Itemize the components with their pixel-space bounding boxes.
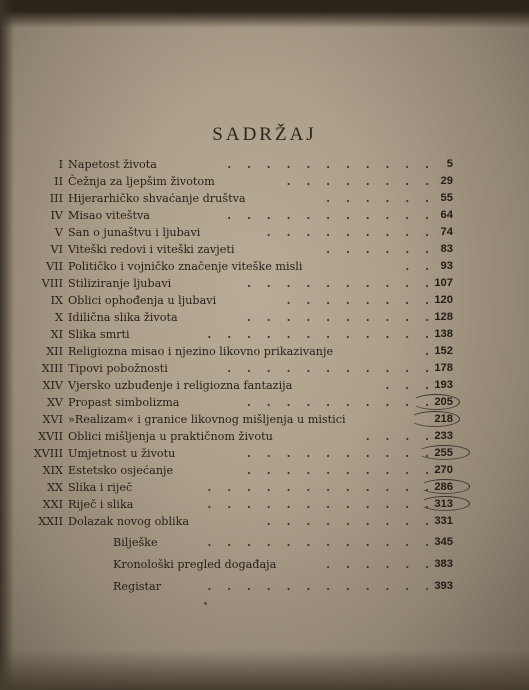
chapter-title: Riječ i slika bbox=[68, 498, 134, 511]
toc-entry-register bbox=[0, 578, 529, 595]
leader-dots: . . . . . . . . . bbox=[266, 514, 435, 528]
page-number: 331 bbox=[434, 515, 453, 527]
chapter-title: Umjetnost u životu bbox=[68, 447, 176, 460]
leader-dots: . . . . . . bbox=[326, 557, 435, 571]
page-number: 5 bbox=[446, 158, 453, 170]
leader-dots: . bbox=[425, 344, 435, 358]
chapter-number: XIV bbox=[42, 379, 63, 392]
chapter-title: Dolazak novog oblika bbox=[68, 515, 190, 528]
toc-entry-3 bbox=[0, 190, 529, 207]
page-number: 29 bbox=[440, 175, 453, 187]
chapter-number: XIX bbox=[42, 464, 63, 477]
chapter-number: X bbox=[55, 311, 63, 324]
chapter-title: Viteški redovi i viteški zavjeti bbox=[68, 243, 235, 256]
chapter-title: Političko i vojničko značenje viteške misli bbox=[68, 260, 303, 273]
pencil-circle-218 bbox=[410, 411, 460, 427]
page-number: 193 bbox=[434, 379, 453, 391]
toc-entry-1 bbox=[0, 156, 529, 173]
toc-entry-13 bbox=[0, 360, 529, 377]
chapter-number: XIII bbox=[41, 362, 63, 375]
page-speck bbox=[204, 602, 207, 605]
page-number: 138 bbox=[434, 328, 453, 340]
leader-dots: . . . . . . . . . . . bbox=[227, 208, 435, 222]
page-number: 393 bbox=[434, 580, 453, 592]
chapter-number: XX bbox=[47, 481, 63, 494]
leader-dots: . . . . . . . . . . . . bbox=[207, 480, 435, 494]
page-number: 55 bbox=[440, 192, 453, 204]
pencil-circle-286 bbox=[420, 479, 470, 494]
toc-entry-22 bbox=[0, 513, 529, 530]
chapter-number: XVIII bbox=[33, 447, 63, 460]
chapter-number: VI bbox=[50, 243, 63, 256]
page-number: 83 bbox=[440, 243, 453, 255]
page-number: 128 bbox=[434, 311, 453, 323]
chapter-title: Misao viteštva bbox=[68, 209, 150, 222]
chapter-title: Registar bbox=[113, 580, 162, 593]
toc-entry-5 bbox=[0, 224, 529, 241]
toc-entry-9 bbox=[0, 292, 529, 309]
page-number: 313 bbox=[434, 498, 453, 510]
page-number: 255 bbox=[434, 447, 453, 459]
page-number: 120 bbox=[434, 294, 453, 306]
toc-entry-chronology bbox=[0, 556, 529, 573]
toc-entry-12 bbox=[0, 343, 529, 360]
toc-entry-17 bbox=[0, 428, 529, 445]
page-number: 345 bbox=[434, 536, 453, 548]
page-number: 270 bbox=[434, 464, 453, 476]
page-number: 218 bbox=[434, 413, 453, 425]
chapter-title: Stiliziranje ljubavi bbox=[68, 277, 172, 290]
chapter-number: IV bbox=[50, 209, 63, 222]
leader-dots: . . . . . . . . . . bbox=[246, 395, 435, 409]
page-number: 286 bbox=[434, 481, 453, 493]
toc-entry-2 bbox=[0, 173, 529, 190]
toc-entry-10 bbox=[0, 309, 529, 326]
page-number: 64 bbox=[440, 209, 453, 221]
page-bottom-shadow bbox=[0, 650, 529, 690]
leader-dots: . . . . . . . . . . . bbox=[227, 157, 435, 171]
chapter-title: Estetsko osjećanje bbox=[68, 464, 174, 477]
leader-dots: . . . . . . . . . . bbox=[246, 463, 435, 477]
chapter-number: V bbox=[54, 226, 63, 239]
toc-entry-11 bbox=[0, 326, 529, 343]
page-number: 152 bbox=[434, 345, 453, 357]
toc-entry-7 bbox=[0, 258, 529, 275]
chapter-title: Tipovi pobožnosti bbox=[68, 362, 168, 375]
chapter-title: Napetost života bbox=[68, 158, 157, 171]
leader-dots: . . . . . . . . . . . . bbox=[207, 535, 435, 549]
chapter-title: Slika i riječ bbox=[68, 481, 133, 494]
toc-entry-4 bbox=[0, 207, 529, 224]
leader-dots: . . . . bbox=[365, 429, 435, 443]
page-number: 93 bbox=[440, 260, 453, 272]
leader-dots: . . . . . . bbox=[326, 191, 435, 205]
leader-dots: . . . bbox=[385, 378, 435, 392]
leader-dots: . . . . . . bbox=[326, 242, 435, 256]
pencil-circle-255 bbox=[418, 445, 470, 460]
chapter-number: XI bbox=[50, 328, 63, 341]
chapter-title: Idilična slika života bbox=[68, 311, 178, 324]
chapter-number: XVI bbox=[42, 413, 63, 426]
leader-dots: . . . . . . . . . . . . bbox=[207, 579, 435, 593]
leader-dots: . . . . . . . . . . . . bbox=[207, 327, 435, 341]
pencil-circle-205 bbox=[412, 394, 460, 410]
page-top-shadow bbox=[0, 0, 529, 28]
chapter-title: Oblici mišljenja u praktičnom životu bbox=[68, 430, 273, 443]
chapter-number: II bbox=[54, 175, 63, 188]
leader-dots: . . . . . . . . . . . bbox=[227, 361, 435, 375]
leader-dots: . . . . . . . . . . . . bbox=[207, 497, 435, 511]
chapter-number: I bbox=[58, 158, 63, 171]
chapter-title: Bilješke bbox=[113, 536, 158, 549]
chapter-number: III bbox=[49, 192, 63, 205]
leader-dots: . . . . . . . . . bbox=[266, 225, 435, 239]
toc-entry-6 bbox=[0, 241, 529, 258]
page-number: 74 bbox=[440, 226, 453, 238]
chapter-title: Vjersko uzbuđenje i religiozna fantazija bbox=[68, 379, 293, 392]
chapter-number: VII bbox=[46, 260, 63, 273]
chapter-title: »Realizam« i granice likovnog mišljenja u mistici bbox=[68, 413, 346, 426]
page-number: 107 bbox=[434, 277, 453, 289]
leader-dots: . . . . . . . . bbox=[286, 293, 435, 307]
chapter-number: XVII bbox=[38, 430, 63, 443]
chapter-title: San o junaštvu i ljubavi bbox=[68, 226, 201, 239]
toc-entry-14 bbox=[0, 377, 529, 394]
chapter-number: XII bbox=[46, 345, 63, 358]
chapter-title: Kronološki pregled događaja bbox=[113, 558, 277, 571]
leader-dots: . . . . . . . . . . bbox=[246, 276, 435, 290]
page-number: 383 bbox=[434, 558, 453, 570]
leader-dots: . . . . . . . . . . bbox=[246, 446, 435, 460]
page-number: 233 bbox=[434, 430, 453, 442]
contents-heading: SADRŽAJ bbox=[212, 124, 317, 145]
leader-dots: . . . . . . . . . . bbox=[246, 310, 435, 324]
toc-entry-19 bbox=[0, 462, 529, 479]
leader-dots: . . bbox=[405, 259, 435, 273]
chapter-title: Religiozna misao i njezino likovno prikazivanje bbox=[68, 345, 334, 358]
chapter-number: IX bbox=[50, 294, 63, 307]
chapter-title: Oblici ophođenja u ljubavi bbox=[68, 294, 217, 307]
pencil-circle-313 bbox=[420, 496, 470, 511]
toc-entry-notes bbox=[0, 534, 529, 551]
chapter-number: VIII bbox=[41, 277, 63, 290]
toc-entry-8 bbox=[0, 275, 529, 292]
chapter-number: XXI bbox=[42, 498, 63, 511]
page-number: 178 bbox=[434, 362, 453, 374]
chapter-title: Čežnja za ljepšim životom bbox=[68, 175, 215, 188]
chapter-number: XV bbox=[46, 396, 63, 409]
chapter-number: XXII bbox=[38, 515, 63, 528]
chapter-title: Hijerarhičko shvaćanje društva bbox=[68, 192, 246, 205]
chapter-title: Slika smrti bbox=[68, 328, 130, 341]
chapter-title: Propast simbolizma bbox=[68, 396, 180, 409]
leader-dots: . . . . . . . . bbox=[286, 174, 435, 188]
page-number: 205 bbox=[434, 396, 453, 408]
